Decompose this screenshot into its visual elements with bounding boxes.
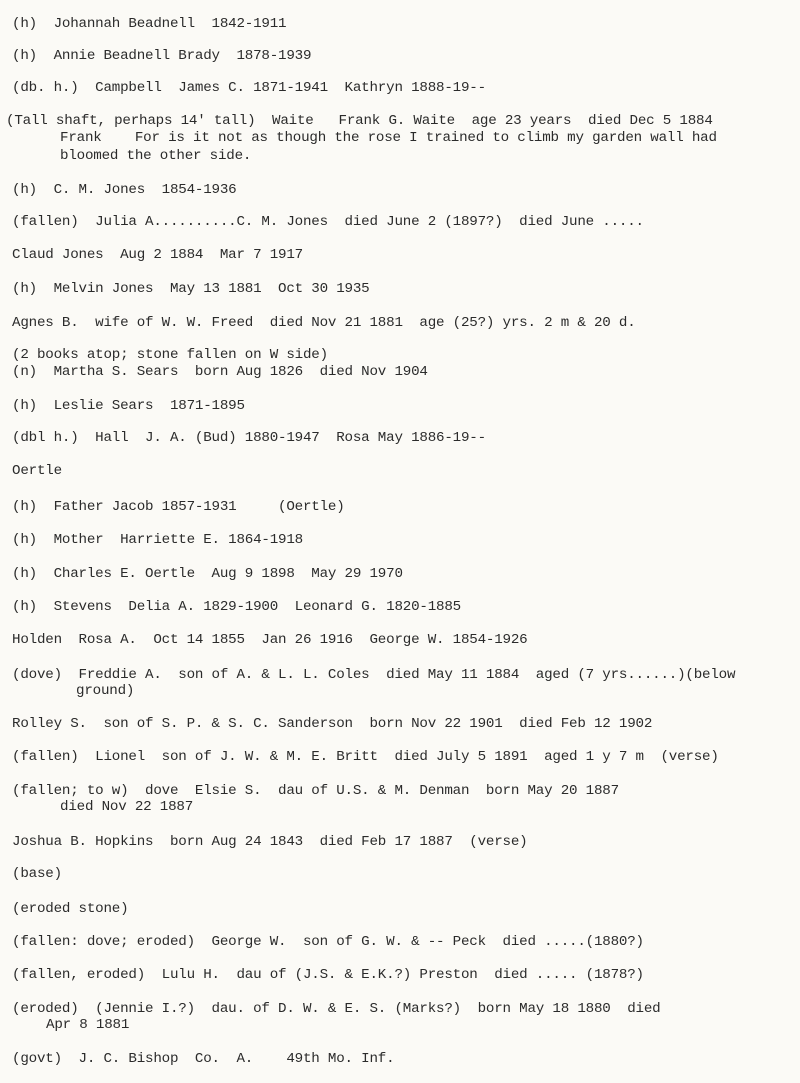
entry-line: (dove) Freddie A. son of A. & L. L. Coles died May 11 1884 aged (7 yrs......)(below [12, 667, 736, 683]
entry-line: (h) Johannah Beadnell 1842-1911 [12, 16, 287, 32]
entry-continuation: Frank For is it not as though the rose I trained to climb my garden wall had [60, 130, 717, 146]
entry-line: (dbl h.) Hall J. A. (Bud) 1880-1947 Rosa May 1886-19-- [12, 430, 486, 446]
entry-line: (n) Martha S. Sears born Aug 1826 died Nov 1904 [12, 364, 428, 380]
entry-line: Agnes B. wife of W. W. Freed died Nov 21 1881 age (25?) yrs. 2 m & 20 d. [12, 315, 636, 331]
entry-line: (fallen) Lionel son of J. W. & M. E. Britt died July 5 1891 aged 1 y 7 m (verse) [12, 749, 719, 765]
entry-continuation: died Nov 22 1887 [60, 799, 194, 815]
entry-line: (h) Charles E. Oertle Aug 9 1898 May 29 1970 [12, 566, 403, 582]
entry-line: (eroded) (Jennie I.?) dau. of D. W. & E. S. (Marks?) born May 18 1880 died [12, 1001, 661, 1017]
entry-continuation: bloomed the other side. [60, 148, 252, 164]
entry-line: (fallen, eroded) Lulu H. dau of (J.S. & E.K.?) Preston died ..... (1878?) [12, 967, 644, 983]
entry-line: (fallen: dove; eroded) George W. son of G. W. & -- Peck died .....(1880?) [12, 934, 644, 950]
entry-continuation: ground) [76, 683, 135, 699]
entry-line: Rolley S. son of S. P. & S. C. Sanderson born Nov 22 1901 died Feb 12 1902 [12, 716, 653, 732]
entry-line: (h) Stevens Delia A. 1829-1900 Leonard G. 1820-1885 [12, 599, 461, 615]
entry-line: (h) Leslie Sears 1871-1895 [12, 398, 245, 414]
entry-line: Holden Rosa A. Oct 14 1855 Jan 26 1916 George W. 1854-1926 [12, 632, 528, 648]
entry-line: (Tall shaft, perhaps 14' tall) Waite Frank G. Waite age 23 years died Dec 5 1884 [6, 113, 713, 129]
entry-line: (fallen; to w) dove Elsie S. dau of U.S. & M. Denman born May 20 1887 [12, 783, 619, 799]
entry-line: Claud Jones Aug 2 1884 Mar 7 1917 [12, 247, 303, 263]
section-heading: Oertle [12, 463, 62, 479]
entry-continuation: Apr 8 1881 [46, 1017, 130, 1033]
entry-line: (2 books atop; stone fallen on W side) [12, 347, 328, 363]
entry-line: (fallen) Julia A..........C. M. Jones died June 2 (1897?) died June ..... [12, 214, 644, 230]
entry-line: (h) Father Jacob 1857-1931 (Oertle) [12, 499, 345, 515]
entry-line: (h) Mother Harriette E. 1864-1918 [12, 532, 303, 548]
entry-line: Joshua B. Hopkins born Aug 24 1843 died Feb 17 1887 (verse) [12, 834, 528, 850]
entry-line: (h) C. M. Jones 1854-1936 [12, 182, 237, 198]
entry-line: (h) Annie Beadnell Brady 1878-1939 [12, 48, 312, 64]
entry-line: (base) [12, 866, 62, 882]
entry-line: (h) Melvin Jones May 13 1881 Oct 30 1935 [12, 281, 370, 297]
entry-line: (govt) J. C. Bishop Co. A. 49th Mo. Inf. [12, 1051, 395, 1067]
entry-line: (db. h.) Campbell James C. 1871-1941 Kathryn 1888-19-- [12, 80, 486, 96]
entry-line: (eroded stone) [12, 901, 129, 917]
